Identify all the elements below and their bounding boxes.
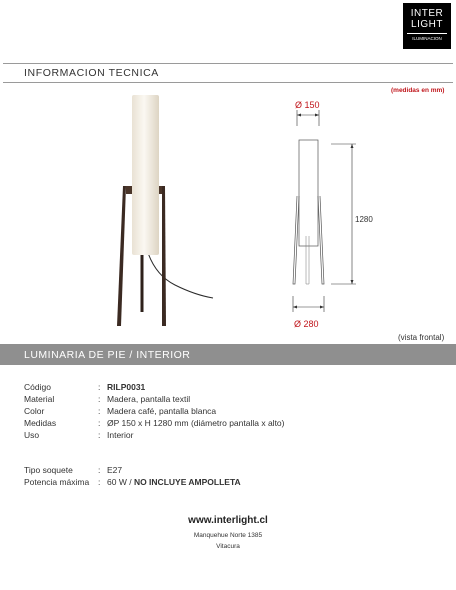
units-note: (medidas en mm) — [391, 87, 445, 94]
spec-key: Color — [24, 406, 45, 416]
spec-key: Código — [24, 382, 51, 392]
header-rule-top — [3, 63, 453, 64]
logo-line-3: ILUMINACION — [407, 33, 447, 42]
address-line-2: Vitacura — [216, 543, 240, 550]
spec-value: Interior — [107, 430, 134, 440]
spec-colon: : — [98, 394, 101, 404]
spec-row — [24, 405, 284, 417]
diameter-top-label: Ø 150 — [295, 100, 320, 110]
header-rule-bottom — [3, 82, 453, 83]
spec-value: Madera café, pantalla blanca — [107, 406, 217, 416]
power-value: 60 W / — [107, 477, 134, 487]
spec-key: Uso — [24, 430, 40, 440]
spec-row — [24, 417, 284, 429]
spec-value — [107, 476, 241, 488]
spec-colon: : — [98, 477, 101, 487]
spec-row — [24, 464, 241, 476]
spec-colon: : — [98, 430, 101, 440]
logo-line-1: INTER — [410, 8, 444, 19]
spec-key: Medidas — [24, 418, 57, 428]
spec-colon: : — [98, 382, 101, 392]
spec-key: Material — [24, 394, 55, 404]
height-label: 1280 — [355, 215, 373, 224]
view-note: (vista frontal) — [398, 333, 445, 342]
spec-value: E27 — [107, 465, 123, 475]
footer-url[interactable]: www.interlight.cl — [188, 515, 268, 526]
power-warning: NO INCLUYE AMPOLLETA — [133, 477, 241, 487]
spec-value-code: RILP0031 — [107, 382, 146, 392]
spec-value: ØP 150 x H 1280 mm (diámetro pantalla x alto) — [107, 418, 285, 428]
address-line-1: Manquehue Norte 1385 — [193, 532, 263, 539]
spec-colon: : — [98, 406, 101, 416]
footer-address — [0, 530, 456, 552]
spec-row — [24, 381, 284, 393]
spec-list — [24, 381, 284, 441]
spec-row — [24, 476, 241, 488]
interlight-logo — [403, 3, 451, 49]
spec-colon: : — [98, 418, 101, 428]
spec-key: Tipo soquete — [24, 465, 73, 475]
category-band — [0, 344, 456, 365]
spec-value: Madera, pantalla textil — [107, 394, 191, 404]
spec-list-electrical — [24, 464, 241, 488]
product-photo — [95, 90, 220, 330]
spec-row — [24, 429, 284, 441]
diameter-bottom-label: Ø 280 — [294, 319, 319, 329]
section-title: INFORMACION TECNICA — [24, 67, 159, 79]
logo-line-2: LIGHT — [411, 19, 443, 30]
spec-colon: : — [98, 465, 101, 475]
spec-row — [24, 393, 284, 405]
spec-key: Potencia máxima — [24, 477, 90, 487]
category-label: LUMINARIA DE PIE / INTERIOR — [24, 349, 191, 361]
